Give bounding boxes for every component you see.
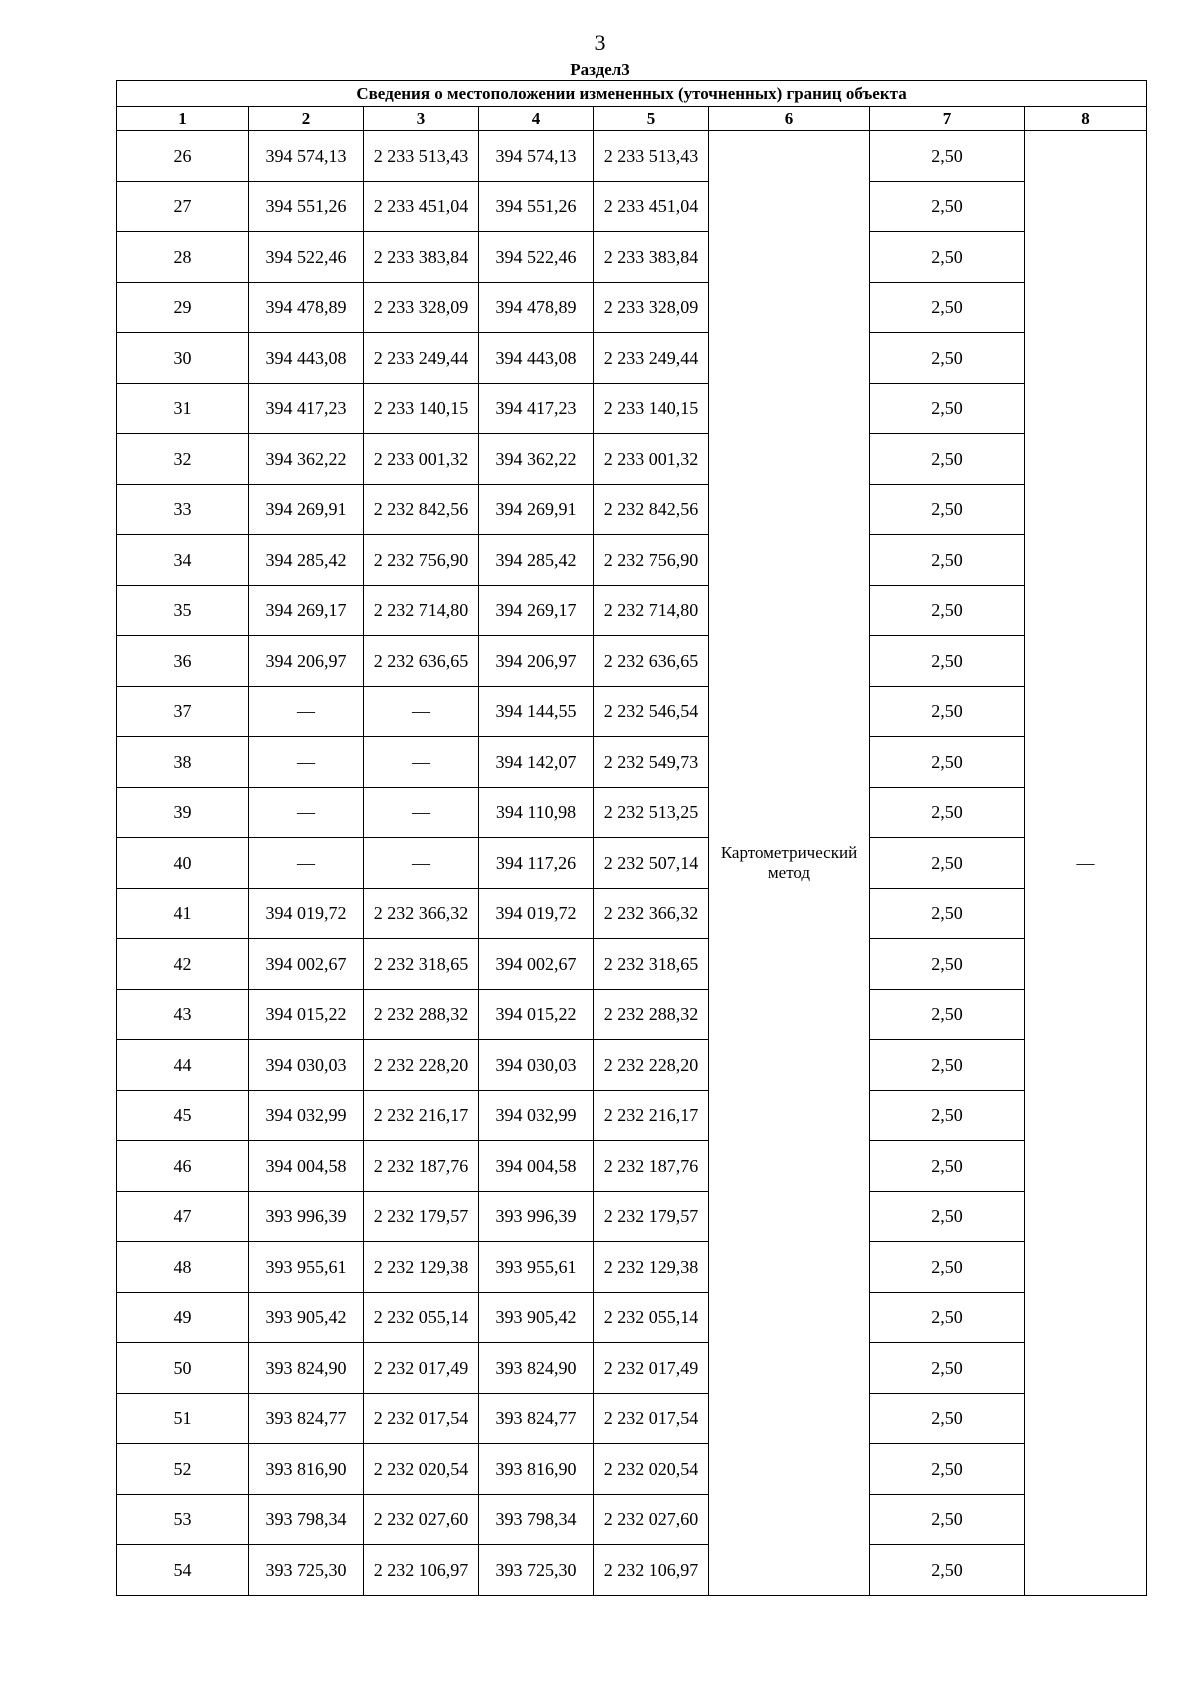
old-y-cell: 2 232 756,90: [364, 535, 479, 586]
new-y-cell: 2 232 636,65: [594, 636, 709, 687]
new-x-cell: 394 110,98: [479, 787, 594, 838]
old-x-cell: 394 362,22: [249, 434, 364, 485]
point-number-cell: 41: [117, 888, 249, 939]
old-x-cell: 394 206,97: [249, 636, 364, 687]
column-number: 4: [479, 107, 594, 131]
table-row: [117, 484, 1147, 535]
old-y-cell: 2 232 288,32: [364, 989, 479, 1040]
accuracy-cell: 2,50: [870, 787, 1025, 838]
new-y-cell: 2 232 020,54: [594, 1444, 709, 1495]
old-x-cell: 394 032,99: [249, 1090, 364, 1141]
new-x-cell: 394 269,17: [479, 585, 594, 636]
table-row: [117, 434, 1147, 485]
table-row: [117, 686, 1147, 737]
column-number: 2: [249, 107, 364, 131]
table-row: [117, 838, 1147, 889]
old-y-cell: 2 232 027,60: [364, 1494, 479, 1545]
old-y-cell: 2 233 249,44: [364, 333, 479, 384]
table-row: [117, 787, 1147, 838]
accuracy-cell: 2,50: [870, 333, 1025, 384]
accuracy-cell: 2,50: [870, 535, 1025, 586]
column8-cell: —: [1025, 131, 1147, 1596]
accuracy-cell: 2,50: [870, 1191, 1025, 1242]
accuracy-cell: 2,50: [870, 1444, 1025, 1495]
new-y-cell: 2 232 714,80: [594, 585, 709, 636]
new-y-cell: 2 233 249,44: [594, 333, 709, 384]
new-x-cell: 394 574,13: [479, 131, 594, 182]
new-y-cell: 2 232 288,32: [594, 989, 709, 1040]
new-y-cell: 2 232 513,25: [594, 787, 709, 838]
column-number-row: [117, 107, 1147, 131]
old-x-cell: 393 798,34: [249, 1494, 364, 1545]
new-y-cell: 2 232 507,14: [594, 838, 709, 889]
new-x-cell: 394 015,22: [479, 989, 594, 1040]
accuracy-cell: 2,50: [870, 838, 1025, 889]
old-y-cell: 2 232 636,65: [364, 636, 479, 687]
new-y-cell: 2 232 129,38: [594, 1242, 709, 1293]
old-x-cell: —: [249, 787, 364, 838]
table-row: [117, 1242, 1147, 1293]
new-x-cell: 394 144,55: [479, 686, 594, 737]
table-row: [117, 1393, 1147, 1444]
column-number: 5: [594, 107, 709, 131]
new-y-cell: 2 233 451,04: [594, 181, 709, 232]
old-x-cell: 393 824,77: [249, 1393, 364, 1444]
old-y-cell: 2 233 328,09: [364, 282, 479, 333]
old-y-cell: 2 233 383,84: [364, 232, 479, 283]
new-y-cell: 2 232 366,32: [594, 888, 709, 939]
new-y-cell: 2 232 842,56: [594, 484, 709, 535]
table-row: [117, 282, 1147, 333]
table-row: [117, 1444, 1147, 1495]
new-x-cell: 393 816,90: [479, 1444, 594, 1495]
new-x-cell: 394 362,22: [479, 434, 594, 485]
table-row: [117, 181, 1147, 232]
point-number-cell: 28: [117, 232, 249, 283]
old-x-cell: 393 955,61: [249, 1242, 364, 1293]
table-body: [117, 131, 1147, 1596]
accuracy-cell: 2,50: [870, 181, 1025, 232]
old-x-cell: 394 030,03: [249, 1040, 364, 1091]
new-x-cell: 394 285,42: [479, 535, 594, 586]
point-number-cell: 45: [117, 1090, 249, 1141]
accuracy-cell: 2,50: [870, 1343, 1025, 1394]
table-row: [117, 1141, 1147, 1192]
new-x-cell: 394 032,99: [479, 1090, 594, 1141]
coordinates-table: [116, 80, 1147, 1596]
old-y-cell: 2 232 017,54: [364, 1393, 479, 1444]
new-x-cell: 393 824,90: [479, 1343, 594, 1394]
old-x-cell: 393 996,39: [249, 1191, 364, 1242]
old-y-cell: 2 233 513,43: [364, 131, 479, 182]
table-row: [117, 636, 1147, 687]
point-number-cell: 38: [117, 737, 249, 788]
table-row: [117, 131, 1147, 182]
point-number-cell: 32: [117, 434, 249, 485]
page-number: 3: [594, 30, 606, 55]
new-x-cell: 394 002,67: [479, 939, 594, 990]
new-y-cell: 2 232 318,65: [594, 939, 709, 990]
old-y-cell: —: [364, 686, 479, 737]
accuracy-cell: 2,50: [870, 989, 1025, 1040]
new-y-cell: 2 232 017,54: [594, 1393, 709, 1444]
table-row: [117, 939, 1147, 990]
accuracy-cell: 2,50: [870, 1040, 1025, 1091]
old-y-cell: —: [364, 787, 479, 838]
point-number-cell: 37: [117, 686, 249, 737]
accuracy-cell: 2,50: [870, 484, 1025, 535]
table-row: [117, 1090, 1147, 1141]
accuracy-cell: 2,50: [870, 1141, 1025, 1192]
old-x-cell: —: [249, 737, 364, 788]
point-number-cell: 42: [117, 939, 249, 990]
column-number: 6: [709, 107, 870, 131]
old-y-cell: 2 232 842,56: [364, 484, 479, 535]
old-x-cell: 394 269,91: [249, 484, 364, 535]
old-x-cell: 393 905,42: [249, 1292, 364, 1343]
new-y-cell: 2 233 001,32: [594, 434, 709, 485]
old-x-cell: 393 816,90: [249, 1444, 364, 1495]
accuracy-cell: 2,50: [870, 1242, 1025, 1293]
method-cell: Картометрический метод: [709, 131, 870, 1596]
new-y-cell: 2 232 179,57: [594, 1191, 709, 1242]
old-x-cell: 394 574,13: [249, 131, 364, 182]
old-y-cell: 2 233 140,15: [364, 383, 479, 434]
column-number: 1: [117, 107, 249, 131]
point-number-cell: 53: [117, 1494, 249, 1545]
old-y-cell: 2 232 366,32: [364, 888, 479, 939]
old-y-cell: 2 232 055,14: [364, 1292, 479, 1343]
column-number: 3: [364, 107, 479, 131]
table-row: [117, 737, 1147, 788]
new-y-cell: 2 232 106,97: [594, 1545, 709, 1596]
table-row: [117, 585, 1147, 636]
point-number-cell: 52: [117, 1444, 249, 1495]
new-x-cell: 394 522,46: [479, 232, 594, 283]
point-number-cell: 48: [117, 1242, 249, 1293]
new-x-cell: 394 417,23: [479, 383, 594, 434]
new-y-cell: 2 233 140,15: [594, 383, 709, 434]
new-x-cell: 394 206,97: [479, 636, 594, 687]
old-x-cell: 394 002,67: [249, 939, 364, 990]
old-x-cell: 394 443,08: [249, 333, 364, 384]
point-number-cell: 54: [117, 1545, 249, 1596]
new-x-cell: 393 955,61: [479, 1242, 594, 1293]
old-y-cell: 2 232 129,38: [364, 1242, 479, 1293]
point-number-cell: 49: [117, 1292, 249, 1343]
new-x-cell: 393 798,34: [479, 1494, 594, 1545]
accuracy-cell: 2,50: [870, 1292, 1025, 1343]
new-y-cell: 2 233 328,09: [594, 282, 709, 333]
point-number-cell: 46: [117, 1141, 249, 1192]
old-x-cell: 393 824,90: [249, 1343, 364, 1394]
new-x-cell: 393 725,30: [479, 1545, 594, 1596]
new-x-cell: 394 030,03: [479, 1040, 594, 1091]
accuracy-cell: 2,50: [870, 282, 1025, 333]
point-number-cell: 26: [117, 131, 249, 182]
accuracy-cell: 2,50: [870, 939, 1025, 990]
point-number-cell: 35: [117, 585, 249, 636]
old-y-cell: 2 232 017,49: [364, 1343, 479, 1394]
new-x-cell: 394 551,26: [479, 181, 594, 232]
new-y-cell: 2 233 513,43: [594, 131, 709, 182]
accuracy-cell: 2,50: [870, 888, 1025, 939]
new-x-cell: 394 142,07: [479, 737, 594, 788]
accuracy-cell: 2,50: [870, 131, 1025, 182]
new-x-cell: 394 019,72: [479, 888, 594, 939]
point-number-cell: 36: [117, 636, 249, 687]
old-x-cell: 393 725,30: [249, 1545, 364, 1596]
point-number-cell: 50: [117, 1343, 249, 1394]
point-number-cell: 34: [117, 535, 249, 586]
old-y-cell: 2 232 106,97: [364, 1545, 479, 1596]
old-y-cell: 2 232 020,54: [364, 1444, 479, 1495]
old-y-cell: 2 233 001,32: [364, 434, 479, 485]
new-y-cell: 2 232 546,54: [594, 686, 709, 737]
point-number-cell: 39: [117, 787, 249, 838]
old-y-cell: 2 233 451,04: [364, 181, 479, 232]
old-x-cell: 394 522,46: [249, 232, 364, 283]
point-number-cell: 44: [117, 1040, 249, 1091]
section-title: Раздел3: [570, 60, 630, 79]
old-x-cell: 394 019,72: [249, 888, 364, 939]
new-y-cell: 2 232 187,76: [594, 1141, 709, 1192]
old-y-cell: 2 232 318,65: [364, 939, 479, 990]
new-y-cell: 2 233 383,84: [594, 232, 709, 283]
accuracy-cell: 2,50: [870, 232, 1025, 283]
accuracy-cell: 2,50: [870, 1090, 1025, 1141]
new-x-cell: 394 269,91: [479, 484, 594, 535]
new-x-cell: 394 117,26: [479, 838, 594, 889]
old-y-cell: 2 232 216,17: [364, 1090, 479, 1141]
point-number-cell: 29: [117, 282, 249, 333]
old-y-cell: 2 232 228,20: [364, 1040, 479, 1091]
new-x-cell: 394 004,58: [479, 1141, 594, 1192]
table-row: [117, 333, 1147, 384]
old-y-cell: —: [364, 737, 479, 788]
table-row: [117, 1292, 1147, 1343]
old-y-cell: 2 232 179,57: [364, 1191, 479, 1242]
old-x-cell: 394 015,22: [249, 989, 364, 1040]
new-y-cell: 2 232 027,60: [594, 1494, 709, 1545]
accuracy-cell: 2,50: [870, 1545, 1025, 1596]
table-row: [117, 989, 1147, 1040]
new-y-cell: 2 232 055,14: [594, 1292, 709, 1343]
old-x-cell: 394 269,17: [249, 585, 364, 636]
old-x-cell: —: [249, 686, 364, 737]
point-number-cell: 51: [117, 1393, 249, 1444]
accuracy-cell: 2,50: [870, 1393, 1025, 1444]
old-x-cell: 394 417,23: [249, 383, 364, 434]
new-x-cell: 393 824,77: [479, 1393, 594, 1444]
accuracy-cell: 2,50: [870, 737, 1025, 788]
accuracy-cell: 2,50: [870, 636, 1025, 687]
new-y-cell: 2 232 228,20: [594, 1040, 709, 1091]
accuracy-cell: 2,50: [870, 585, 1025, 636]
accuracy-cell: 2,50: [870, 434, 1025, 485]
new-y-cell: 2 232 756,90: [594, 535, 709, 586]
new-y-cell: 2 232 216,17: [594, 1090, 709, 1141]
old-y-cell: —: [364, 838, 479, 889]
new-y-cell: 2 232 549,73: [594, 737, 709, 788]
table-row: [117, 888, 1147, 939]
point-number-cell: 40: [117, 838, 249, 889]
old-x-cell: 394 478,89: [249, 282, 364, 333]
old-x-cell: —: [249, 838, 364, 889]
table-row: [117, 535, 1147, 586]
column-number: 8: [1025, 107, 1147, 131]
accuracy-cell: 2,50: [870, 686, 1025, 737]
table-row: [117, 383, 1147, 434]
table-caption: Сведения о местоположении измененных (уточненных) границ объекта: [117, 81, 1147, 107]
point-number-cell: 43: [117, 989, 249, 1040]
table-row: [117, 1545, 1147, 1596]
column-number: 7: [870, 107, 1025, 131]
table-row: [117, 1343, 1147, 1394]
old-x-cell: 394 004,58: [249, 1141, 364, 1192]
table-row: [117, 1191, 1147, 1242]
new-y-cell: 2 232 017,49: [594, 1343, 709, 1394]
point-number-cell: 27: [117, 181, 249, 232]
table-row: [117, 1494, 1147, 1545]
new-x-cell: 394 478,89: [479, 282, 594, 333]
point-number-cell: 31: [117, 383, 249, 434]
table-caption-row: [117, 81, 1147, 107]
point-number-cell: 30: [117, 333, 249, 384]
old-x-cell: 394 551,26: [249, 181, 364, 232]
new-x-cell: 393 905,42: [479, 1292, 594, 1343]
point-number-cell: 47: [117, 1191, 249, 1242]
old-x-cell: 394 285,42: [249, 535, 364, 586]
accuracy-cell: 2,50: [870, 383, 1025, 434]
new-x-cell: 393 996,39: [479, 1191, 594, 1242]
table-row: [117, 1040, 1147, 1091]
table-row: [117, 232, 1147, 283]
old-y-cell: 2 232 714,80: [364, 585, 479, 636]
accuracy-cell: 2,50: [870, 1494, 1025, 1545]
point-number-cell: 33: [117, 484, 249, 535]
new-x-cell: 394 443,08: [479, 333, 594, 384]
old-y-cell: 2 232 187,76: [364, 1141, 479, 1192]
